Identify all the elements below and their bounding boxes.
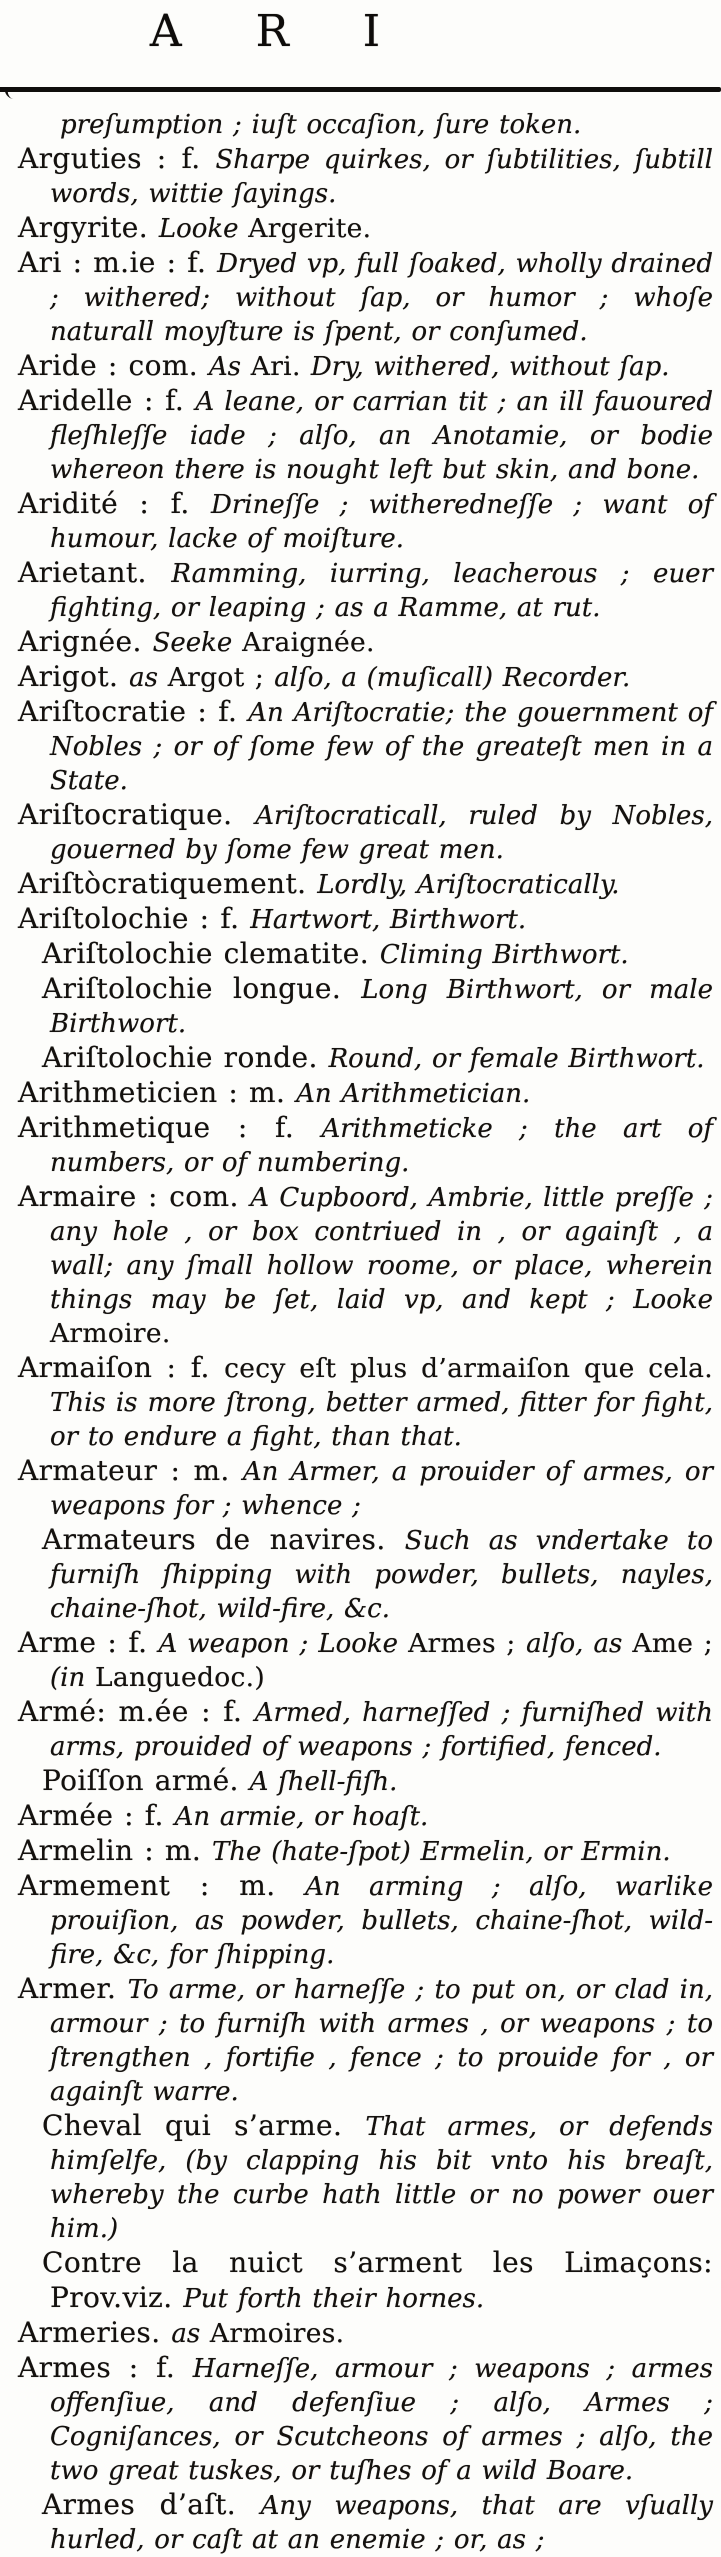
dictionary-entry (10, 384, 713, 487)
entry-reference: Argot ; (167, 662, 275, 693)
entry-reference: Argerite. (248, 213, 372, 244)
entry-headword: Armé: m.ée : f. (18, 1695, 255, 1728)
entry-headword: Armement : m. (18, 1869, 306, 1902)
entry-headword: Arguties : f. (18, 142, 216, 175)
dictionary-entry (10, 108, 713, 142)
entry-definition: Looke (158, 214, 249, 244)
dictionary-entry (10, 487, 713, 556)
entry-headword: Ariſtòcratiquement. (18, 867, 318, 900)
entry-definition: Such as vndertake to furniſh ſhipping with powder, bullets, nayles, chaine-ſhot, wild-fire, &c. (50, 1526, 713, 1624)
dictionary-entry (10, 1076, 713, 1111)
dictionary-entry (10, 660, 713, 695)
dictionary-entry (10, 142, 713, 211)
entry-reference: Armoire. (50, 1318, 171, 1349)
entry-headword: Arietant. (18, 556, 172, 589)
entry-definition: Harneſſe, armour ; weapons ; armes offenſiue, and defenſiue ; alſo, Armes ; Cogniſances, or Scutcheons of armes ; alſo, the two great tuskes, or tuſhes of a wild Boare. (50, 2354, 713, 2486)
entry-definition: An armie, or hoaſt. (174, 1802, 429, 1832)
entry-definition: A leane, or carrian tit ; an ill fauoured fleſhleſſe iade ; alſo, an Anotamie, or bodie whereon there is nought left but skin, and bone. (50, 387, 713, 485)
entry-definition: An Arithmetician. (296, 1079, 531, 1109)
entry-definition: That armes, or defends himſelfe, (by clapping his bit vnto his breaſt, whereby the curbe hath little or no power ouer him.) (50, 2112, 713, 2244)
entry-definition: Any weapons, that are vſually hurled, or caſt at an enemie ; or, as ; (50, 2491, 713, 2555)
dictionary-entry (10, 2488, 713, 2557)
entry-definition: as (129, 663, 168, 693)
entry-definition: Drineſſe ; witheredneſſe ; want of humour, lacke of moiſture. (50, 490, 714, 554)
dictionary-entry (10, 1454, 713, 1523)
dictionary-entry (10, 2109, 713, 2246)
entry-headword: Ariſtolochie ronde. (42, 1041, 329, 1074)
entry-definition: Armed, harneſſed ; furniſhed with arms, prouided of weapons ; fortified, fenced. (50, 1698, 713, 1762)
dictionary-entry (10, 937, 713, 972)
entry-definition: as (171, 2319, 210, 2349)
entry-definition: An arming ; alſo, warlike prouiſion, as powder, bullets, chaine-ſhot, wild-fire, &c, for ſhipping. (50, 1872, 713, 1970)
dictionary-entry (10, 211, 713, 246)
dictionary-entry (10, 1351, 713, 1454)
entry-headword: Armer. (18, 1972, 128, 2005)
entry-definition: Seeke (152, 628, 243, 658)
entry-definition: Arithmeticke ; the art of numbers, or of numbering. (50, 1114, 713, 1178)
entry-headword: Armaire : com. (18, 1180, 251, 1213)
entry-definition: A Cupboord, Ambrie, little preſſe ; any hole , or box contriued in , or againſt , a wall; any ſmall hollow roome, or place, wherein things may be ſet, laid vp, and kept ; Looke (50, 1183, 713, 1315)
entry-definition: (in (50, 1663, 95, 1693)
entry-reference: Ari. (250, 351, 311, 382)
entry-definition: Dryed vp, full ſoaked, wholly drained ; withered; without ſap, or humor ; whoſe naturall moyſture is ſpent, or conſumed. (50, 249, 713, 347)
entry-headword: Armaiſon : f. (18, 1351, 225, 1384)
entry-definition: The (hate-ſpot) Ermelin, or Ermin. (211, 1837, 671, 1867)
entry-definition: Ramming, iurring, leacherous ; euer fighting, or leaping ; as a Ramme, at rut. (50, 559, 714, 623)
entry-headword: Arithmetique : f. (18, 1111, 322, 1144)
entry-definition: Lordly, Ariſtocratically. (317, 870, 620, 900)
entry-headword: Arme : f. (18, 1626, 159, 1659)
entry-definition: A ſhell-fiſh. (249, 1767, 398, 1797)
entry-definition: Dry, withered, without ſap. (310, 352, 670, 382)
entry-definition: Long Birthwort, or male Birthwort. (50, 975, 713, 1039)
entry-headword: Argyrite. (18, 211, 159, 244)
entry-headword: Aride : com. (18, 349, 209, 382)
dictionary-entry (10, 1834, 713, 1869)
entry-headword: Arigot. (18, 660, 130, 693)
entry-headword: Armateurs de navires. (42, 1523, 405, 1556)
entry-definition: An Armer, a prouider of armes, or weapons for ; whence ; (50, 1457, 713, 1521)
entry-definition: alſo, a (muſicall) Recorder. (274, 663, 631, 693)
entry-definition: Sharpe quirkes, or ſubtilities, ſubtill words, wittie ſayings. (50, 145, 713, 209)
entry-headword: Ariſtolochie longue. (42, 972, 362, 1005)
dictionary-entry (10, 1972, 713, 2109)
dictionary-entry (10, 1869, 713, 1972)
entry-reference: Ame ; (632, 1628, 713, 1659)
entry-definition: preſumption ; iuſt occaſion, ſure token. (60, 110, 582, 140)
dictionary-entry (10, 1041, 713, 1076)
page-title: A R I (149, 6, 411, 57)
entry-headword: Arignée. (18, 625, 153, 658)
entry-headword: Ariſtolochie : f. (18, 902, 251, 935)
entry-headword: Cheval qui s’arme. (42, 2109, 366, 2142)
dictionary-entry (10, 1111, 713, 1180)
dictionary-entry (10, 695, 713, 798)
entry-list (10, 108, 715, 2557)
entry-headword: Arithmeticien : m. (18, 1076, 297, 1109)
entry-definition: Ariſtocraticall, ruled by Nobles, gouerned by ſome few great men. (50, 801, 713, 865)
dictionary-entry (10, 556, 713, 625)
entry-headword: Contre la nuict s’arment les Limaçons: Prov.viz. (42, 2246, 713, 2314)
dictionary-entry (10, 2246, 713, 2316)
entry-headword: Armeries. (18, 2316, 172, 2349)
dictionary-entry (10, 1626, 713, 1695)
entry-headword: Armes : f. (18, 2351, 193, 2384)
entry-definition: alſo, as (526, 1629, 633, 1659)
entry-headword: Ari : m.ie : f. (18, 246, 218, 279)
entry-reference: Araignée. (242, 627, 375, 658)
entry-definition: This is more ſtrong, better armed, fitter for fight, or to endure a fight, than that. (50, 1388, 713, 1452)
entry-definition: Hartwort, Birthwort. (250, 905, 527, 935)
dictionary-entry (10, 902, 713, 937)
entry-headword: Ariſtocratique. (18, 798, 256, 831)
dictionary-entry (10, 1180, 713, 1351)
dictionary-entry (10, 349, 713, 384)
dictionary-entry (10, 867, 713, 902)
entry-reference: Languedoc.) (94, 1662, 265, 1693)
entry-definition: Climing Birthwort. (379, 940, 629, 970)
entry-definition: Round, or female Birthwort. (328, 1044, 705, 1074)
dictionary-entry (10, 625, 713, 660)
entry-headword: Ariſtolochie clematite. (42, 937, 380, 970)
dictionary-entry (10, 246, 713, 349)
header-rule-divider (0, 87, 721, 92)
dictionary-entry (10, 1799, 713, 1834)
dictionary-entry (10, 2351, 713, 2488)
entry-headword: Armée : f. (18, 1799, 175, 1832)
entry-headword: Armelin : m. (18, 1834, 212, 1867)
dictionary-entry (10, 1523, 713, 1626)
entry-headword: Armes d’aſt. (42, 2488, 261, 2521)
entry-reference: Armes ; (408, 1628, 527, 1659)
dictionary-entry (10, 972, 713, 1041)
entry-reference: cecy eſt plus d’armaiſon que cela. (224, 1353, 714, 1384)
entry-definition: Put forth their hornes. (183, 2284, 485, 2314)
entry-definition: To arme, or harneſſe ; to put on, or clad in, armour ; to furniſh with armes , or weapons ; to ſtrengthen , fortifie , fence ; to prouide for , or againſt warre. (50, 1975, 713, 2107)
entry-definition: As (208, 352, 251, 382)
entry-headword: Poiſſon armé. (42, 1764, 250, 1797)
entry-headword: Ariſtocratie : f. (18, 695, 249, 728)
entry-headword: Aridité : f. (18, 487, 211, 520)
dictionary-entry (10, 798, 713, 867)
entry-definition: A weapon ; Looke (158, 1629, 409, 1659)
entry-definition: An Ariſtocratie; the gouernment of Nobles ; or of ſome few of the greateſt men in a State. (50, 698, 714, 796)
dictionary-entry (10, 1695, 713, 1764)
dictionary-entry (10, 2316, 713, 2351)
entry-reference: Armoires. (209, 2318, 345, 2349)
entry-headword: Armateur : m. (18, 1454, 243, 1487)
entry-headword: Aridelle : f. (18, 384, 196, 417)
dictionary-entry (10, 1764, 713, 1799)
